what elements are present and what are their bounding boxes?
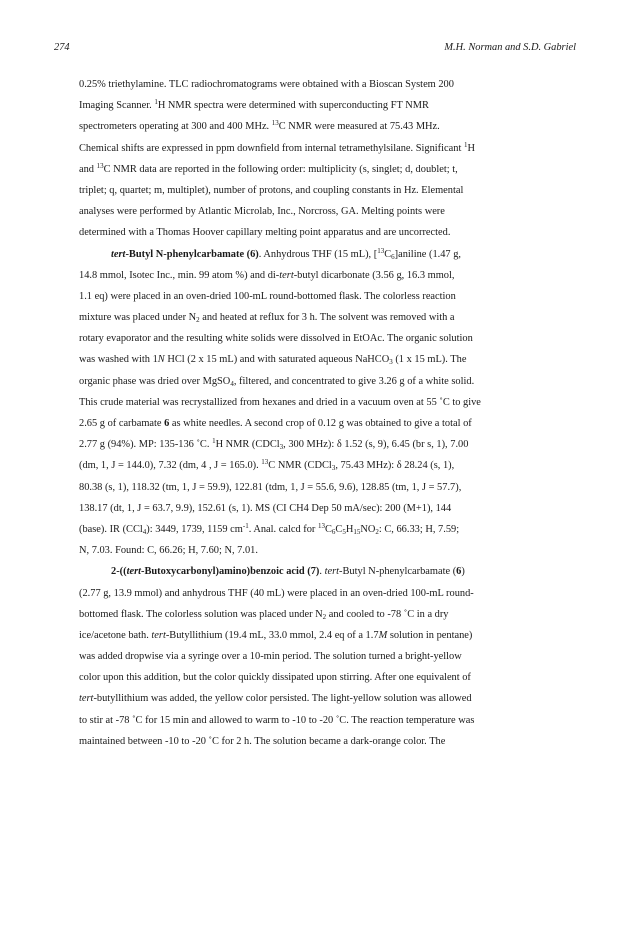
text-line: 1.1 eq) were placed in an oven-dried 100-mL round-bottomed flask. The colorless reaction (79, 290, 456, 302)
compound-heading: 2-((tert-Butoxycarbonyl)amino)benzoic acid (7) (111, 566, 320, 578)
text-line: mixture was placed under $N_2$ and heated at reflux for 3 h. The solvent was removed with a (79, 312, 455, 325)
text-line: organic phase was dried over MgSO$_4$, filtered, and concentrated to give 3.26 g of a white solid. (79, 375, 475, 388)
text-line: 80.38 (s, 1), 118.32 (tm, 1, J = 59.9), 122.81 (tdm, 1, J = 55.6, 9.6), 128.85 (tm, 1, J = 57.7), (79, 481, 462, 493)
text-line: 2-((tert-Butoxycarbonyl)amino)benzoic acid (7). tert-Butyl N-phenylcarbamate (6) (111, 566, 465, 578)
text-line: 2.77 g (94%). MP: 135-136 ˚C. $^1$H NMR (CDCl$_3$, 300 MHz): δ 1.52 (s, 9), 6.45 (br s, 1), 7.00 (79, 437, 469, 452)
paragraph-compound-7 (79, 561, 584, 752)
text-line: rotary evaporator and the resulting white solids were dissolved in EtOAc. The organic solution (79, 333, 473, 345)
text-line: N, 7.03. Found: C, 66.26; H, 7.60; N, 7.01. (79, 545, 258, 557)
article-body (79, 74, 584, 752)
page-number: 274 (54, 42, 70, 53)
text-line: Chemical shifts are expressed in ppm downfield from internal tetramethylsilane. Significant $^1$H (79, 140, 475, 154)
text-line: analyses were performed by Atlantic Microlab, Inc., Norcross, GA. Melting points were (79, 206, 445, 218)
text-line: determined with a Thomas Hoover capillary melting point apparatus and are uncorrected. (79, 227, 451, 239)
text-line: tert-butyllithium was added, the yellow color persisted. The light-yellow solution was allowed (79, 693, 472, 705)
text-line: 0.25% triethylamine. TLC radiochromatograms were obtained with a Bioscan System 200 (79, 79, 454, 90)
text-line: 138.17 (dt, 1, J = 63.7, 9.9), 152.61 (s, 1). MS (CI CH4 Dep 50 mA/sec): 200 (M+1), 144 (79, 502, 452, 514)
text-line: (dm, 1, J = 144.0), 7.32 (dm, 4 , J = 165.0). $^{13}$C NMR (CDCl$_3$, 75.43 MHz): δ 28.24 (s, 1), (79, 458, 455, 473)
text-line: maintained between -10 to -20 ˚C for 2 h. The solution became a dark-orange color. The (79, 735, 446, 747)
paragraph-general-methods (79, 74, 584, 244)
text-line: bottomed flask. The colorless solution was placed under $N_2$ and cooled to -78 ˚C in a dry (79, 608, 449, 621)
text-line: ice/acetone bath. tert-Butyllithium (19.4 mL, 33.0 mmol, 2.4 eq of a 1.7M solution in pentane) (79, 629, 473, 641)
text-line: triplet; q, quartet; m, multiplet), number of protons, and coupling constants in Hz. Elemental (79, 184, 464, 196)
text-line: 2.65 g of carbamate 6 as white needles. A second crop of 0.12 g was obtained to give a total of (79, 418, 472, 429)
running-head-authors: M.H. Norman and S.D. Gabriel (444, 42, 576, 53)
text-line: spectrometers operating at 300 and 400 MHz. $^{13}$C NMR were measured at 75.43 MHz. (79, 119, 440, 133)
running-header (54, 42, 576, 56)
text-line: Imaging Scanner. $^1$H NMR spectra were determined with superconducting FT NMR (79, 98, 429, 112)
text-line: (base). IR (CCl$_4$): 3449, 1739, 1159 $cm^{-1}$. Anal. calcd for $^{13}C_6C_5H_{15}NO_2$: C, 66.33; H, 7.59; (79, 521, 460, 536)
text-line: color upon this addition, but the color quickly dissipated upon stirring. After one equivalent of (79, 672, 471, 684)
text-line: and $^{13}$C NMR data are reported in the following order: multiplicity (s, singlet; d, doublet; t, (79, 161, 458, 175)
text-line: was washed with 1N HCl (2 x 15 mL) and with saturated aqueous NaHCO$_3$ (1 x 15 mL). The (79, 354, 467, 367)
paragraph-compound-6 (79, 244, 584, 562)
text-line: was added dropwise via a syringe over a 10-min period. The solution turned a bright-yellow (79, 651, 462, 663)
text-line: to stir at -78 ˚C for 15 min and allowed to warm to -10 to -20 ˚C. The reaction temperature was (79, 714, 475, 726)
text-line: tert-Butyl N-phenylcarbamate (6). Anhydrous THF (15 mL), $[^{13}C_6]aniline$ (1.47 g, (111, 246, 462, 261)
text-line: 14.8 mmol, Isotec Inc., min. 99 atom %) and di-tert-butyl dicarbonate (3.56 g, 16.3 mmol, (79, 269, 455, 281)
compound-heading: tert-Butyl N-phenylcarbamate (6) (111, 248, 259, 260)
text-line: This crude material was recrystallized from hexanes and dried in a vacuum oven at 55 ˚C to give (79, 396, 481, 408)
text-line: (2.77 g, 13.9 mmol) and anhydrous THF (40 mL) were placed in an oven-dried 100-mL round- (79, 587, 474, 599)
